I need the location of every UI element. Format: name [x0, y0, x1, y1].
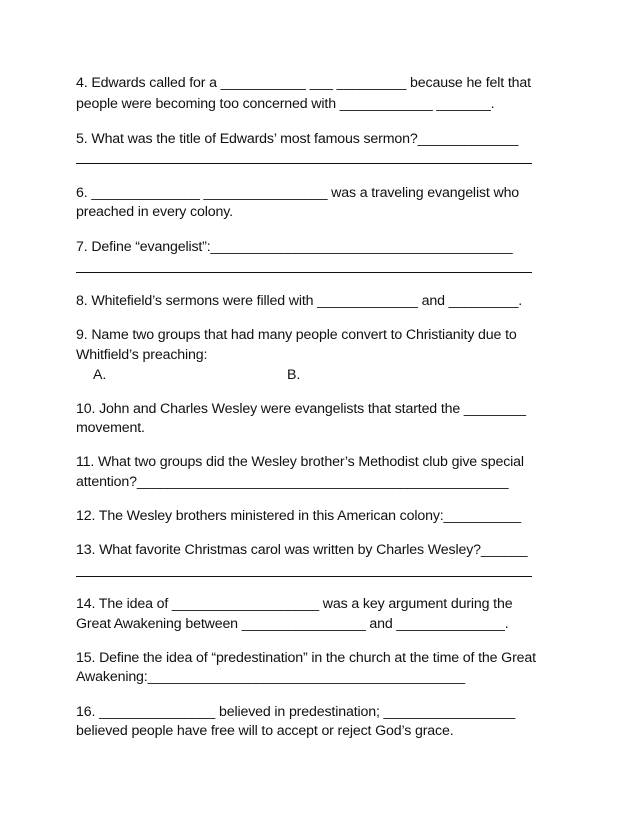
- question-9-option-b: B.: [287, 367, 301, 383]
- question-11-line-2: attention?________________________________________________: [76, 474, 509, 490]
- question-14-line-2: Great Awakening between ________________ and ______________.: [76, 616, 509, 632]
- question-4-line-1: 4. Edwards called for a ___________ ___ _________ because he felt that: [76, 75, 531, 91]
- question-7-answer-line: [76, 272, 532, 273]
- question-13-answer-line: [76, 576, 532, 577]
- question-13-line-1: 13. What favorite Christmas carol was written by Charles Wesley?______: [76, 542, 528, 558]
- question-16-line-1: 16. _______________ believed in predestination; _________________: [76, 704, 516, 720]
- question-4-line-2: people were becoming too concerned with ____________ _______.: [76, 96, 495, 112]
- question-11-line-1: 11. What two groups did the Wesley brother’s Methodist club give special: [76, 454, 524, 470]
- question-15-line-2: Awakening:_________________________________________: [76, 669, 465, 685]
- question-14-line-1: 14. The idea of ___________________ was a key argument during the: [76, 596, 513, 612]
- question-6-line-1: 6. ______________ ________________ was a traveling evangelist who: [76, 185, 520, 201]
- question-6-line-2: preached in every colony.: [76, 204, 233, 220]
- question-9-line-2: Whitfield’s preaching:: [76, 347, 208, 363]
- question-10-line-2: movement.: [76, 420, 145, 436]
- question-9-option-a: A.: [93, 367, 107, 383]
- question-7-line-1: 7. Define “evangelist”:_______________________________________: [76, 239, 513, 255]
- question-5-answer-line: [76, 163, 532, 164]
- question-12-line-1: 12. The Wesley brothers ministered in this American colony:__________: [76, 508, 521, 524]
- question-15-line-1: 15. Define the idea of “predestination” in the church at the time of the Great: [76, 650, 536, 666]
- question-8-line-1: 8. Whitefield’s sermons were filled with _____________ and _________.: [76, 293, 523, 309]
- question-16-line-2: believed people have free will to accept or reject God’s grace.: [76, 723, 454, 739]
- question-5-line-1: 5. What was the title of Edwards’ most famous sermon?_____________: [76, 131, 519, 147]
- question-9-line-1: 9. Name two groups that had many people convert to Christianity due to: [76, 327, 517, 343]
- question-10-line-1: 10. John and Charles Wesley were evangelists that started the ________: [76, 401, 526, 417]
